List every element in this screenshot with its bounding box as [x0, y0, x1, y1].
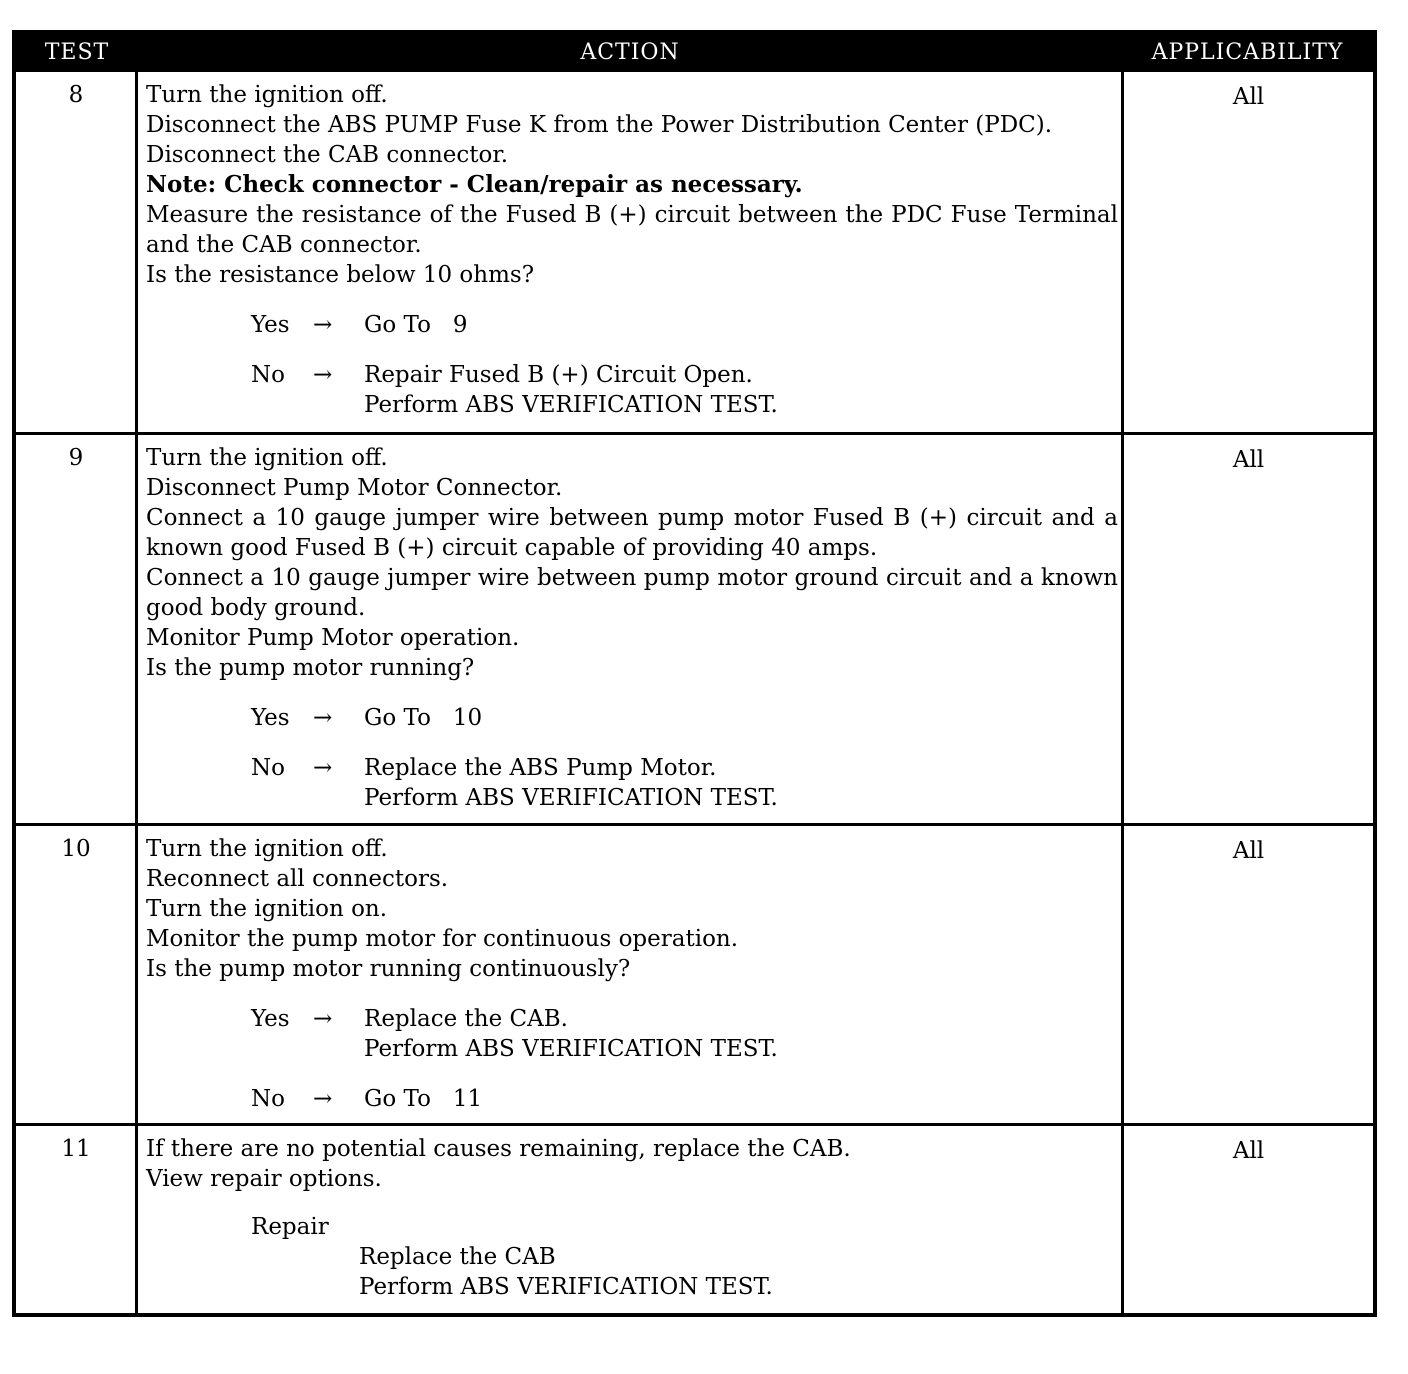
test-table [12, 30, 1377, 1317]
arrow-icon: → [313, 755, 333, 781]
test-number: 9 [68, 445, 84, 471]
action-line: Disconnect Pump Motor Connector. [146, 475, 563, 501]
no-branch [146, 753, 1118, 813]
action-line: Measure the resistance of the Fused B (+) circuit between the PDC Fuse Terminal and the CAB connector. [146, 202, 1118, 258]
action-note: Note: Check connector - Clean/repair as necessary. [146, 171, 803, 198]
action-line: Turn the ignition off. [146, 836, 388, 862]
column-divider [1121, 72, 1124, 1313]
applicability-value: All [1232, 838, 1265, 864]
no-branch [146, 1084, 1118, 1114]
no-result: Go To 11 [364, 1086, 483, 1112]
table-row-8 [16, 72, 1373, 435]
no-result: Perform ABS VERIFICATION TEST. [364, 392, 778, 418]
repair-item: Replace the CAB [359, 1244, 556, 1270]
table-row-11 [16, 1123, 1373, 1313]
action-question: Is the pump motor running? [146, 655, 475, 681]
arrow-icon: → [313, 705, 333, 731]
action-line: Turn the ignition off. [146, 82, 388, 108]
action-cell [146, 1134, 1118, 1302]
column-divider [135, 72, 138, 1313]
applicability-value: All [1232, 1138, 1265, 1164]
repair-item: Perform ABS VERIFICATION TEST. [359, 1274, 773, 1300]
applicability-value: All [1232, 84, 1265, 110]
header-test: TEST [44, 40, 110, 65]
action-line: Monitor Pump Motor operation. [146, 625, 520, 651]
action-question: Is the pump motor running continuously? [146, 956, 631, 982]
yes-result: Go To 10 [364, 705, 483, 731]
table-row-10 [16, 823, 1373, 1124]
no-label: No [251, 1086, 285, 1112]
no-branch [146, 360, 1118, 420]
test-number: 10 [61, 836, 91, 862]
action-line: Disconnect the CAB connector. [146, 142, 509, 168]
action-line: Turn the ignition on. [146, 896, 388, 922]
yes-result: Go To 9 [364, 312, 468, 338]
no-result: Replace the ABS Pump Motor. [364, 755, 717, 781]
action-line: Turn the ignition off. [146, 445, 388, 471]
yes-result: Perform ABS VERIFICATION TEST. [364, 1036, 778, 1062]
applicability-value: All [1232, 447, 1265, 473]
action-cell [146, 80, 1118, 420]
action-line: Connect a 10 gauge jumper wire between pump motor ground circuit and a known good body ground. [146, 565, 1118, 621]
action-line: Disconnect the ABS PUMP Fuse K from the Power Distribution Center (PDC). [146, 112, 1053, 138]
yes-label: Yes [251, 1006, 290, 1032]
action-line: If there are no potential causes remaining, replace the CAB. [146, 1136, 851, 1162]
header-applicability: APPLICABILITY [1151, 40, 1344, 65]
yes-result: Replace the CAB. [364, 1006, 568, 1032]
arrow-icon: → [313, 1006, 333, 1032]
action-cell [146, 834, 1118, 1114]
arrow-icon: → [313, 312, 333, 338]
no-label: No [251, 362, 285, 388]
yes-label: Yes [251, 312, 290, 338]
no-label: No [251, 755, 285, 781]
arrow-icon: → [313, 362, 333, 388]
arrow-icon: → [313, 1086, 333, 1112]
action-line: Reconnect all connectors. [146, 866, 449, 892]
yes-label: Yes [251, 705, 290, 731]
action-line: Monitor the pump motor for continuous operation. [146, 926, 739, 952]
header-action: ACTION [580, 40, 680, 65]
test-number: 11 [61, 1136, 91, 1162]
no-result: Perform ABS VERIFICATION TEST. [364, 785, 778, 811]
repair-label: Repair [251, 1214, 329, 1240]
action-cell [146, 443, 1118, 813]
no-result: Repair Fused B (+) Circuit Open. [364, 362, 753, 388]
yes-branch [146, 310, 1118, 340]
test-number: 8 [68, 82, 84, 108]
action-line: Connect a 10 gauge jumper wire between pump motor Fused B (+) circuit and a known good Fused B (+) circuit capable of providing 40 amps. [146, 505, 1118, 561]
action-line: View repair options. [146, 1166, 382, 1192]
table-header [16, 34, 1373, 72]
yes-branch [146, 1004, 1118, 1064]
table-row-9 [16, 432, 1373, 824]
yes-branch [146, 703, 1118, 733]
action-question: Is the resistance below 10 ohms? [146, 262, 535, 288]
